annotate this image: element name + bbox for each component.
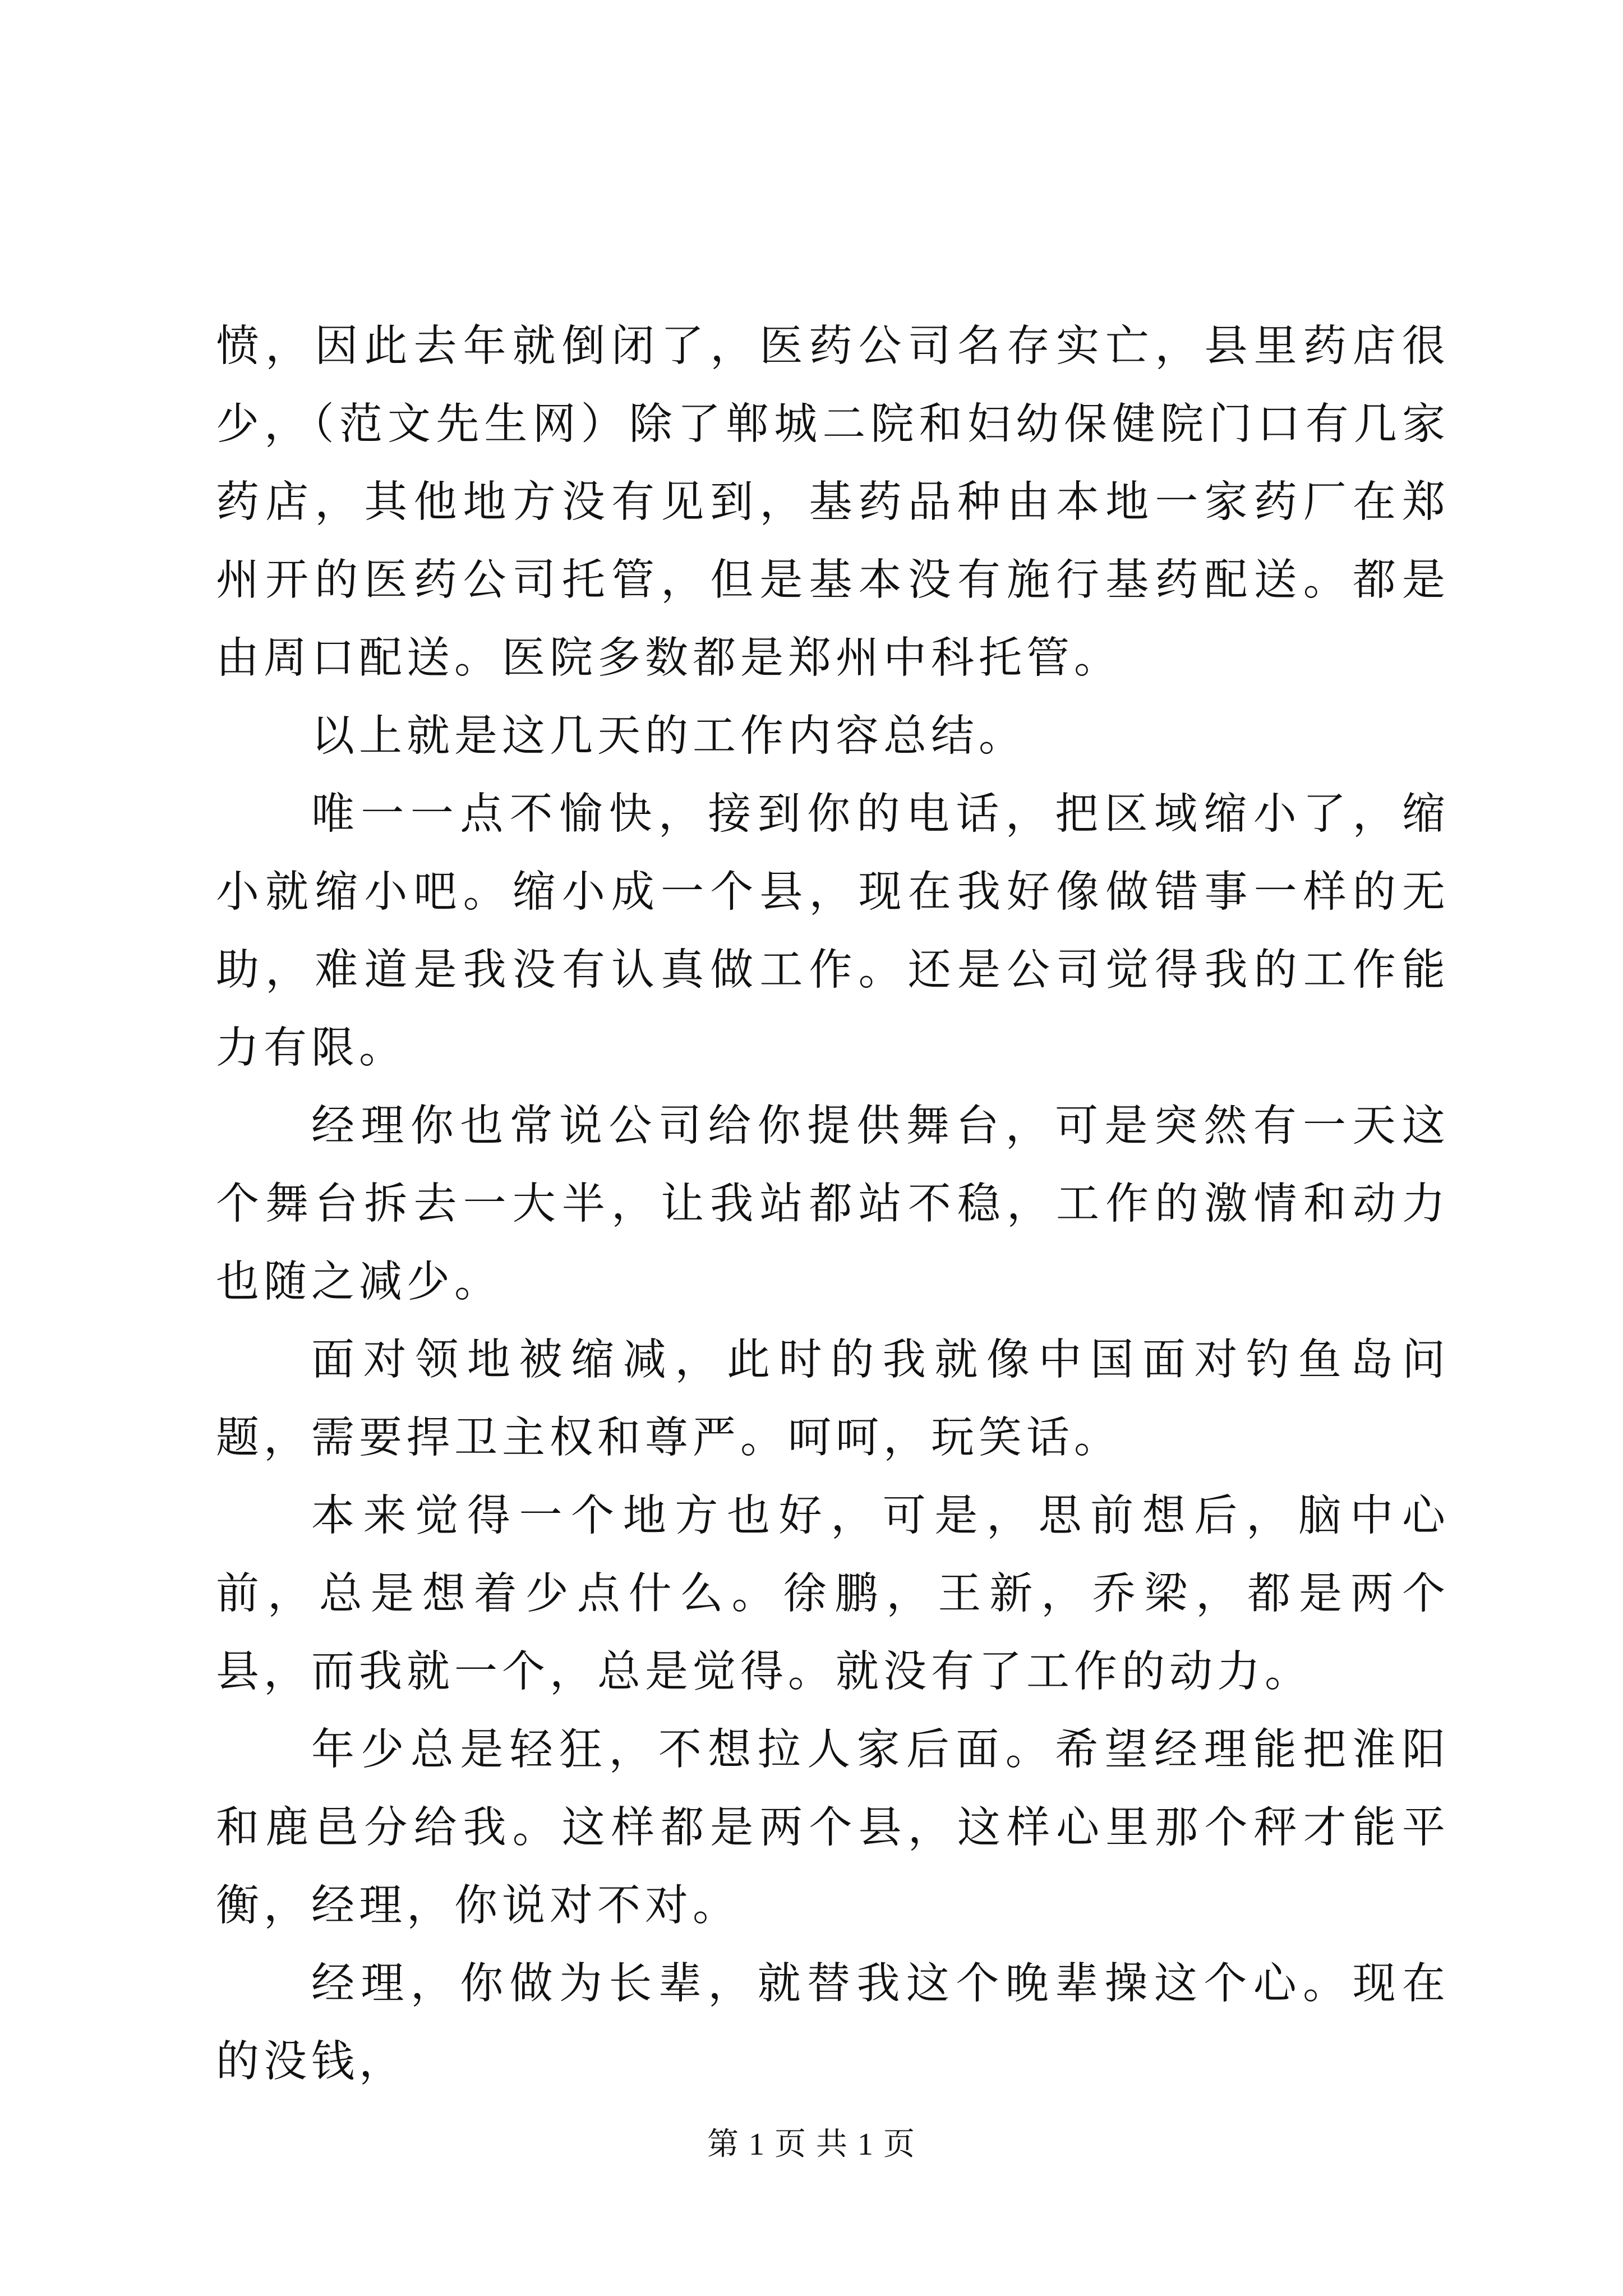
paragraph-5: 面对领地被缩减，此时的我就像中国面对钓鱼岛问题，需要捍卫主权和尊严。呵呵，玩笑话。 [216,1335,1450,1463]
paragraph-1: 愤，因此去年就倒闭了，医药公司名存实亡，县里药店很少，（范文先生网）除了郸城二院和妇幼保健院门口有几家药店，其他地方没有见到，基药品种由本地一家药厂在郑州开的医药公司托管，但是基本没有施行基药配送。都是由周口配送。医院多数都是郑州中科托管。 [216,321,1450,683]
paragraph-4: 经理你也常说公司给你提供舞台，可是突然有一天这个舞台拆去一大半，让我站都站不稳，工作的激情和动力也随之减少。 [216,1101,1450,1307]
paragraph-6: 本来觉得一个地方也好，可是，思前想后，脑中心前，总是想着少点什么。徐鹏，王新，乔梁，都是两个县，而我就一个，总是觉得。就没有了工作的动力。 [216,1491,1450,1697]
paragraph-8: 经理，你做为长辈，就替我这个晚辈操这个心。现在的没钱， [216,1959,1450,2087]
paragraph-3: 唯一一点不愉快，接到你的电话，把区域缩小了，缩小就缩小吧。缩小成一个县，现在我好像做错事一样的无助，难道是我没有认真做工作。还是公司觉得我的工作能力有限。 [216,789,1450,1073]
paragraph-7: 年少总是轻狂，不想拉人家后面。希望经理能把淮阳和鹿邑分给我。这样都是两个县，这样心里那个秤才能平衡，经理，你说对不对。 [216,1725,1450,1931]
document-body [216,307,1450,2101]
page-footer: 第 1 页 共 1 页 [707,2127,916,2162]
paragraph-2: 以上就是这几天的工作内容总结。 [311,711,1026,761]
